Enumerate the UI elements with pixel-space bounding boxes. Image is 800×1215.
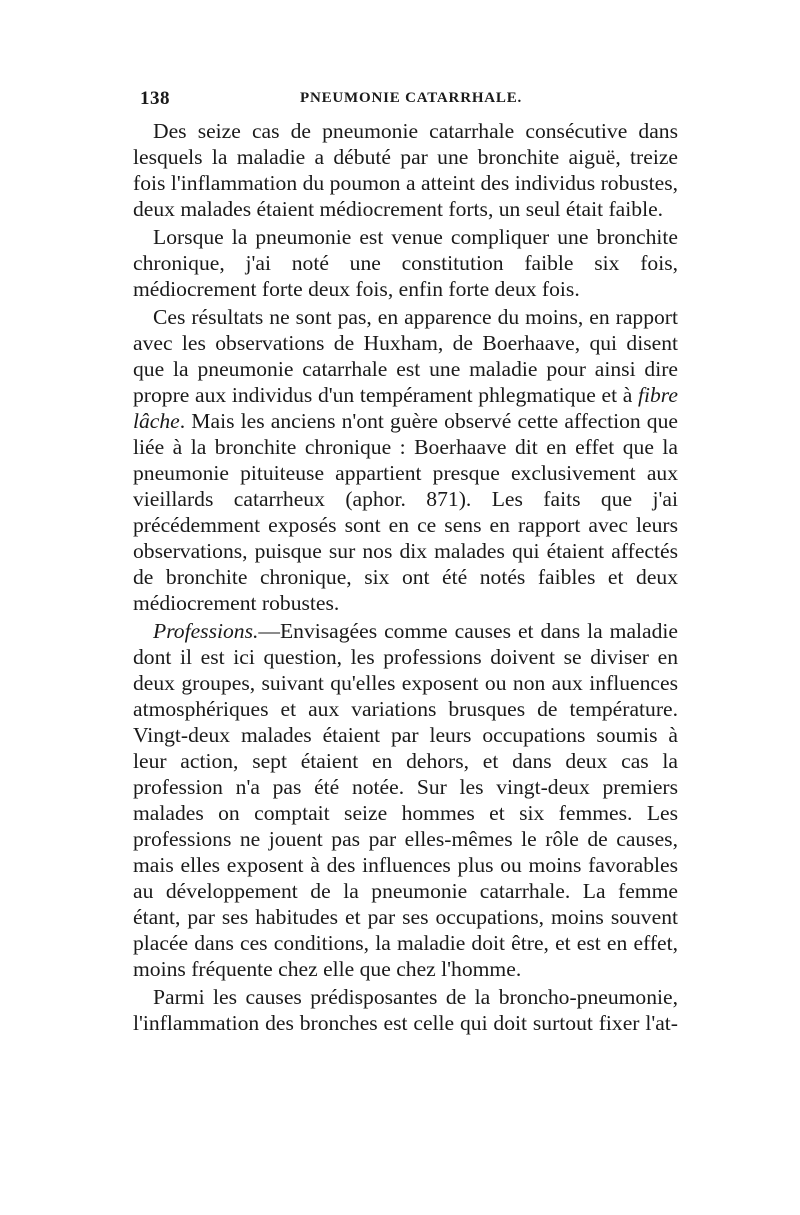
paragraph-3	[133, 304, 678, 616]
paragraph-1-text: Des seize cas de pneumonie catarrhale consécutive dans lesquels la maladie a débuté par une bronchite aiguë, treize fois l'inflammation du poumon a atteint des individus robustes, deux malades étaient médiocrement forts, un seul était faible.	[133, 119, 678, 221]
body-text	[133, 118, 678, 1036]
paragraph-5	[133, 984, 678, 1036]
paragraph-2-text: Lorsque la pneumonie est venue compliquer une bronchite chronique, j'ai noté une constitution faible six fois, médiocrement forte deux fois, enfin forte deux fois.	[133, 225, 678, 301]
paragraph-5-text: Parmi les causes prédisposantes de la broncho-pneumonie, l'inflammation des bronches est celle qui doit surtout fixer l'at-	[133, 985, 678, 1035]
paragraph-3-italic: fibre lâche	[133, 383, 678, 433]
paragraph-4	[133, 618, 678, 982]
page-number: 138	[140, 88, 170, 109]
paragraph-1	[133, 118, 678, 222]
running-title: PNEUMONIE CATARRHALE.	[300, 90, 523, 106]
paragraph-4-heading: Professions.	[153, 619, 259, 643]
paragraph-4-text: —Envisagées comme causes et dans la maladie dont il est ici question, les professions doivent se diviser en deux groupes, suivant qu'elles exposent ou non aux influences atmosphériques et aux variations brusques de température. Vingt-deux malades étaient par leurs occupations soumis à leur action, sept étaient en dehors, et dans deux cas la profession n'a pas été notée. Sur les vingt-deux premiers malades on comptait seize hommes et six femmes. Les professions ne jouent pas par elles-mêmes le rôle de causes, mais elles exposent à des influences plus ou moins favorables au développement de la pneumonie catarrhale. La femme étant, par ses habitudes et par ses occupations, moins souvent placée dans ces conditions, la maladie doit être, et est en effet, moins fréquente chez elle que chez l'homme.	[133, 619, 678, 981]
paragraph-3-text-b: . Mais les anciens n'ont guère observé cette affection que liée à la bronchite chronique : Boerhaave dit en effet que la pneumonie pituiteuse appartient presque exclusivement aux vieillards catarrheux (aphor. 871). Les faits que j'ai précédemment exposés sont en ce sens en rapport avec leurs observations, puisque sur nos dix malades qui étaient affectés de bronchite chronique, six ont été notés faibles et deux médiocrement robustes.	[133, 409, 678, 615]
paragraph-2	[133, 224, 678, 302]
page-header	[140, 88, 680, 112]
paragraph-3-text-a: Ces résultats ne sont pas, en apparence du moins, en rapport avec les observations de Huxham, de Boerhaave, qui disent que la pneumonie catarrhale est une maladie pour ainsi dire propre aux individus d'un tempérament phlegmatique et à	[133, 305, 678, 407]
